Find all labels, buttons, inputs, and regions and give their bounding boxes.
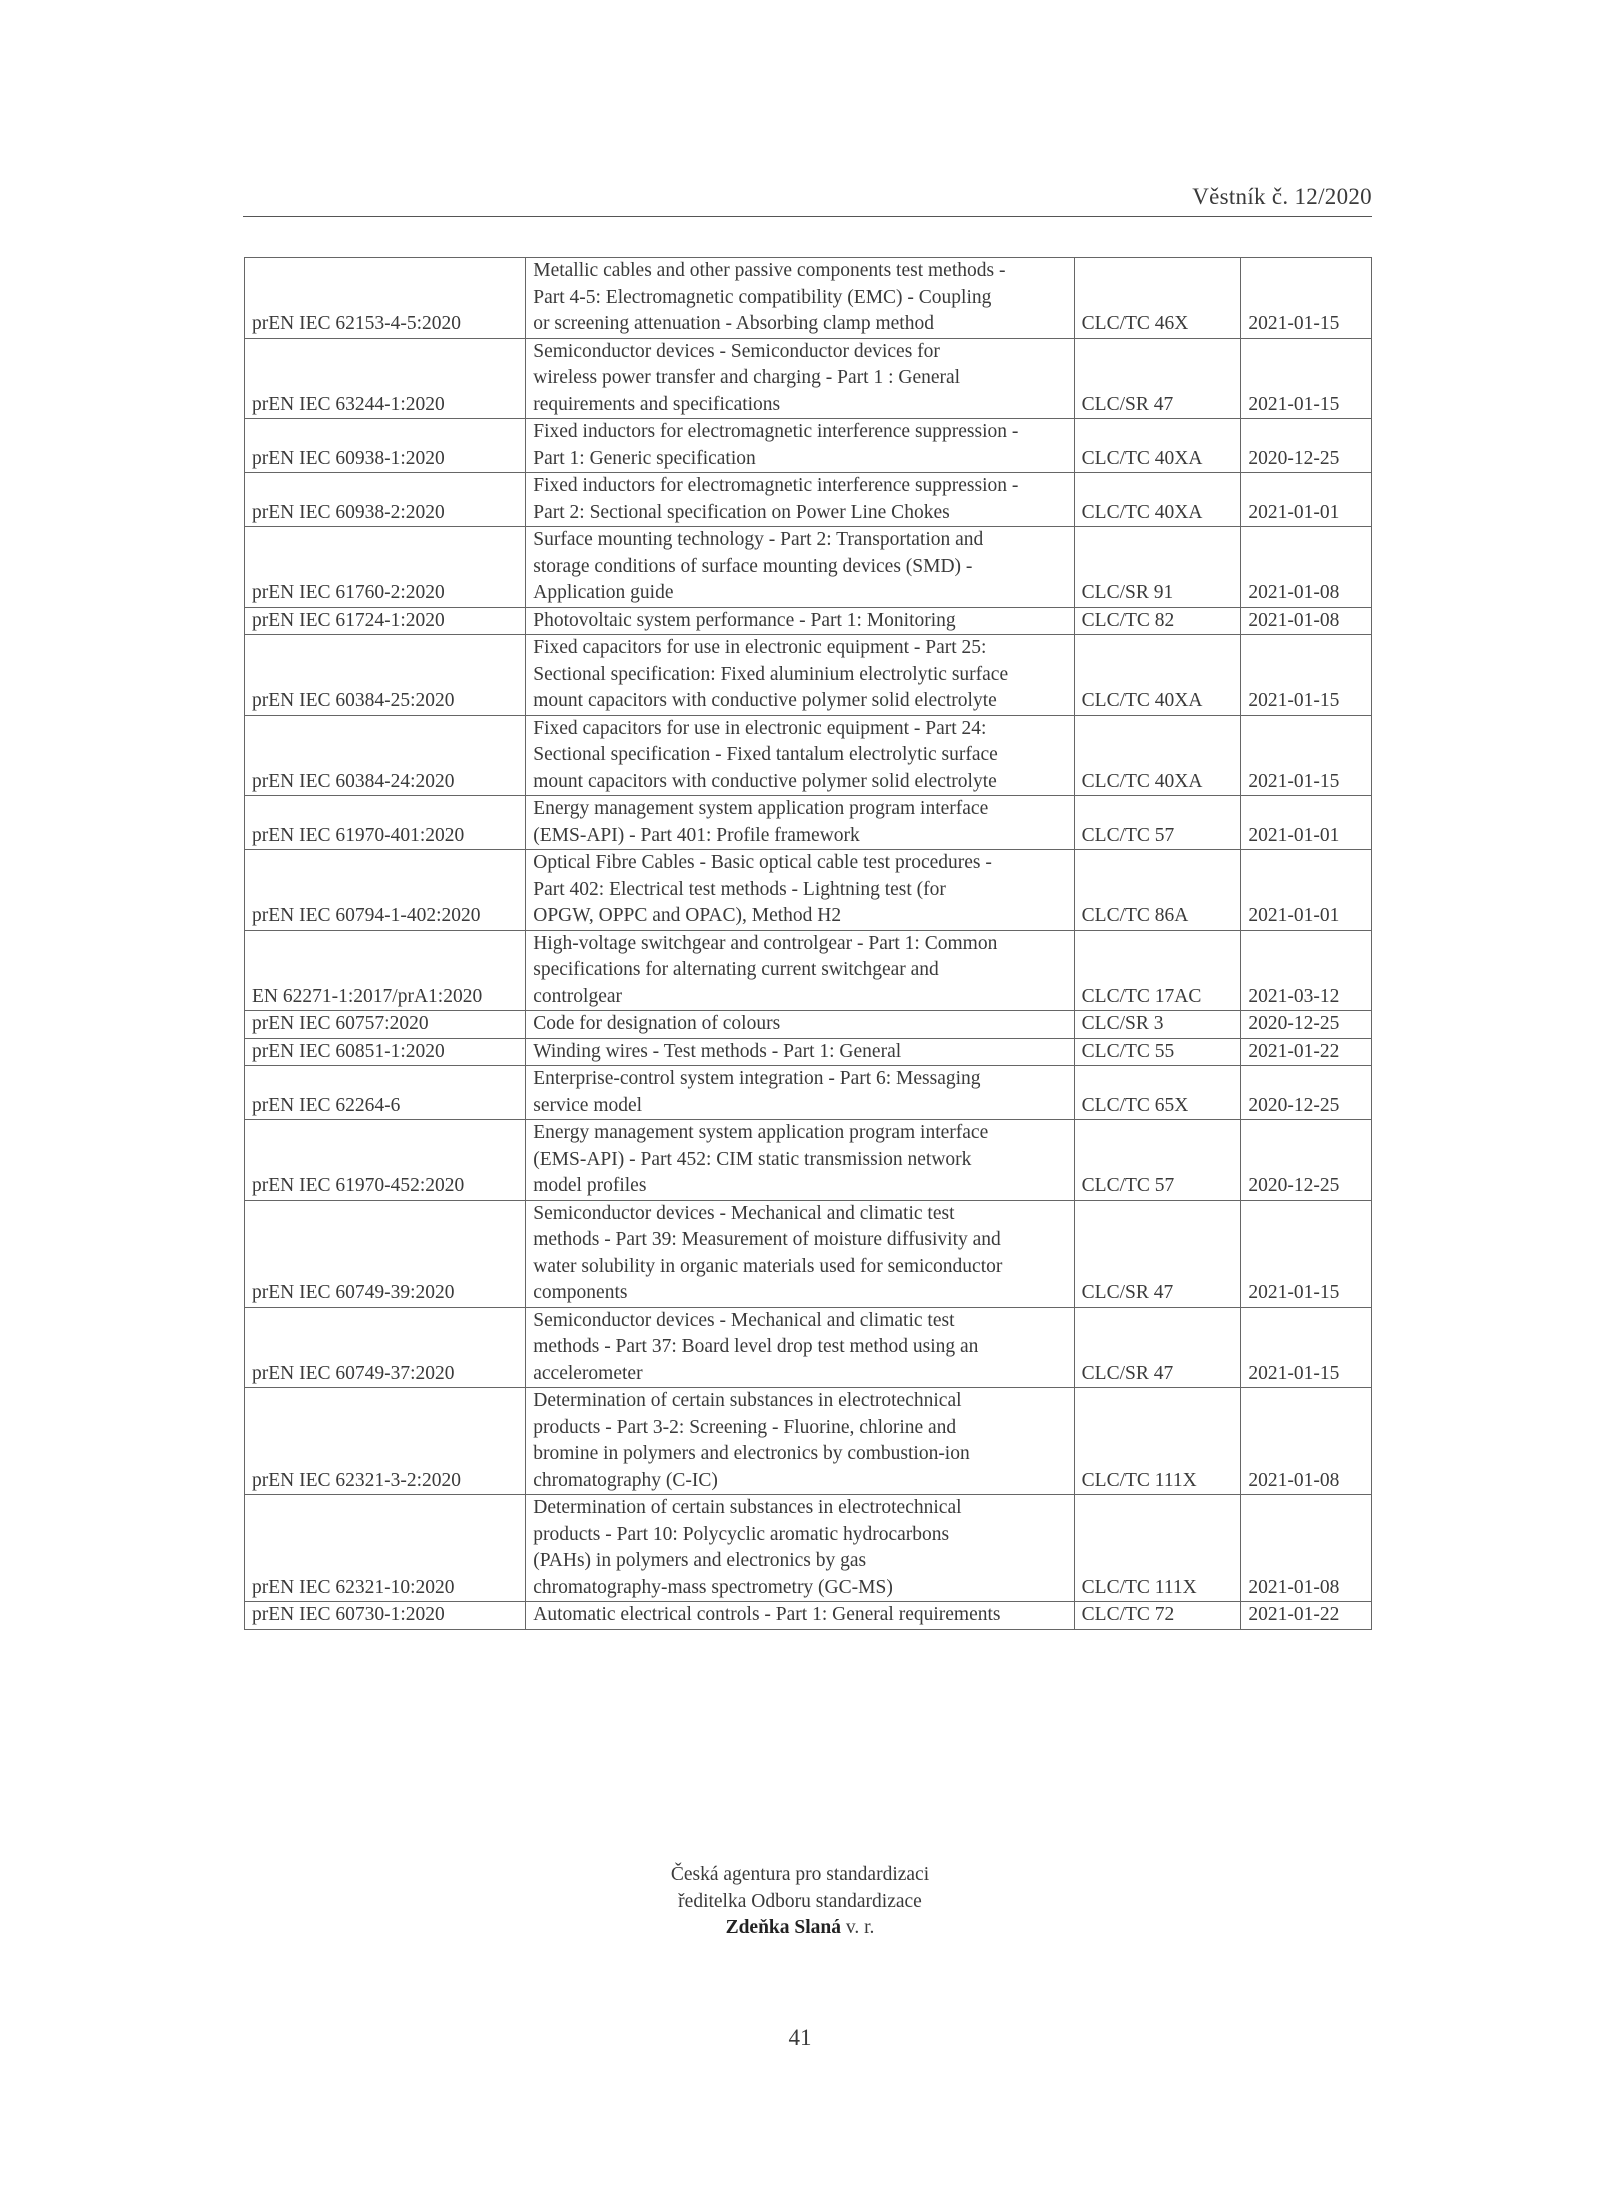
deadline-date-cell: 2020-12-25 <box>1241 419 1372 473</box>
title-line: Fixed inductors for electromagnetic interference suppression - <box>533 475 1019 496</box>
deadline-date-cell: 2021-01-01 <box>1241 473 1372 527</box>
table-row <box>245 473 1372 527</box>
deadline-date-cell: 2021-01-01 <box>1241 850 1372 931</box>
deadline-date-cell: 2021-01-15 <box>1241 635 1372 716</box>
deadline-date-cell: 2020-12-25 <box>1241 1011 1372 1039</box>
standard-title-cell <box>526 930 1074 1011</box>
deadline-date-cell: 2021-01-08 <box>1241 607 1372 635</box>
committee-cell: CLC/TC 111X <box>1074 1495 1241 1602</box>
bulletin-title: Věstník č. 12/2020 <box>1192 184 1372 209</box>
title-line: Semiconductor devices - Mechanical and climatic test <box>533 1309 955 1331</box>
table-row <box>245 419 1372 473</box>
committee-cell: CLC/TC 46X <box>1074 258 1241 339</box>
standard-code-cell: prEN IEC 61760-2:2020 <box>245 527 526 608</box>
deadline-date-cell: 2021-01-15 <box>1241 1200 1372 1307</box>
title-line: Determination of certain substances in electrotechnical <box>533 1390 962 1411</box>
title-line: Enterprise-control system integration - Part 6: Messaging <box>533 1068 981 1089</box>
title-line: specifications for alternating current switchgear and <box>533 959 939 980</box>
title-line: requirements and specifications <box>533 393 781 415</box>
title-line: (EMS-API) - Part 452: CIM static transmission network <box>533 1148 972 1170</box>
signatory-line <box>0 1915 1600 1942</box>
committee-cell: CLC/TC 40XA <box>1074 635 1241 716</box>
standard-title-cell <box>526 258 1074 339</box>
table-row <box>245 607 1372 635</box>
title-line: High-voltage switchgear and controlgear - Part 1: Common <box>533 932 998 954</box>
committee-cell: CLC/TC 40XA <box>1074 419 1241 473</box>
standard-title-cell <box>526 715 1074 796</box>
standard-title-cell <box>526 473 1074 527</box>
deadline-date-cell: 2020-12-25 <box>1241 1120 1372 1201</box>
title-line: Fixed capacitors for use in electronic equipment - Part 25: <box>533 637 987 658</box>
table-row <box>245 1038 1372 1066</box>
title-line: controlgear <box>533 985 623 1007</box>
committee-cell: CLC/TC 55 <box>1074 1038 1241 1066</box>
committee-cell: CLC/TC 82 <box>1074 607 1241 635</box>
table-row <box>245 1307 1372 1388</box>
deadline-date-cell: 2021-01-01 <box>1241 796 1372 850</box>
standard-code-cell: prEN IEC 60938-2:2020 <box>245 473 526 527</box>
table-row <box>245 1602 1372 1630</box>
standard-title-cell <box>526 1120 1074 1201</box>
title-line: Semiconductor devices - Mechanical and climatic test <box>533 1202 955 1224</box>
title-line: (EMS-API) - Part 401: Profile framework <box>533 824 860 846</box>
standard-code-cell: prEN IEC 60794-1-402:2020 <box>245 850 526 931</box>
title-line: Semiconductor devices - Semiconductor devices for <box>533 340 940 362</box>
title-line: Optical Fibre Cables - Basic optical cable test procedures - <box>533 852 992 873</box>
title-line: (PAHs) in polymers and electronics by gas <box>533 1550 867 1571</box>
title-line: Application guide <box>533 582 674 603</box>
table-row <box>245 1066 1372 1120</box>
deadline-date-cell: 2021-01-08 <box>1241 527 1372 608</box>
title-line: chromatography (C-IC) <box>533 1469 718 1491</box>
agency-name: Česká agentura pro standardizaci <box>670 1864 930 1885</box>
table-row <box>245 1200 1372 1307</box>
standard-code-cell: prEN IEC 61970-401:2020 <box>245 796 526 850</box>
committee-cell: CLC/TC 65X <box>1074 1066 1241 1120</box>
committee-cell: CLC/TC 17AC <box>1074 930 1241 1011</box>
title-line: products - Part 10: Polycyclic aromatic hydrocarbons <box>533 1523 950 1545</box>
deadline-date-cell: 2020-12-25 <box>1241 1066 1372 1120</box>
deadline-date-cell: 2021-01-15 <box>1241 338 1372 419</box>
standard-code-cell: prEN IEC 61970-452:2020 <box>245 1120 526 1201</box>
title-line: Fixed capacitors for use in electronic equipment - Part 24: <box>533 717 987 739</box>
standard-code-cell: prEN IEC 62264-6 <box>245 1066 526 1120</box>
standard-title-cell <box>526 1388 1074 1495</box>
table-row <box>245 850 1372 931</box>
table-row <box>245 715 1372 796</box>
standard-code-cell: prEN IEC 60730-1:2020 <box>245 1602 526 1630</box>
title-line: accelerometer <box>533 1362 643 1384</box>
standard-title-cell <box>526 1066 1074 1120</box>
title-line: Sectional specification - Fixed tantalum electrolytic surface <box>533 744 998 765</box>
committee-cell: CLC/SR 3 <box>1074 1011 1241 1039</box>
table-row <box>245 930 1372 1011</box>
title-line: storage conditions of surface mounting devices (SMD) - <box>533 555 973 577</box>
standard-code-cell: prEN IEC 63244-1:2020 <box>245 338 526 419</box>
committee-cell: CLC/SR 91 <box>1074 527 1241 608</box>
title-line: wireless power transfer and charging - Part 1 : General <box>533 367 961 388</box>
committee-cell: CLC/TC 40XA <box>1074 715 1241 796</box>
title-line: Automatic electrical controls - Part 1: General requirements <box>533 1604 1001 1625</box>
standards-table <box>244 257 1372 1630</box>
standard-title-cell <box>526 419 1074 473</box>
table-row <box>245 258 1372 339</box>
deadline-date-cell: 2021-01-22 <box>1241 1602 1372 1630</box>
committee-cell: CLC/TC 57 <box>1074 1120 1241 1201</box>
title-line: Energy management system application program interface <box>533 1122 989 1143</box>
committee-cell: CLC/TC 40XA <box>1074 473 1241 527</box>
title-line: Photovoltaic system performance - Part 1: Monitoring <box>533 609 956 631</box>
title-line: Surface mounting technology - Part 2: Transportation and <box>533 529 984 550</box>
table-row <box>245 796 1372 850</box>
committee-cell: CLC/TC 72 <box>1074 1602 1241 1630</box>
standard-title-cell <box>526 1495 1074 1602</box>
signatory-name: Zdeňka Slaná <box>725 1917 842 1938</box>
standard-code-cell: prEN IEC 62321-3-2:2020 <box>245 1388 526 1495</box>
deadline-date-cell: 2021-01-08 <box>1241 1495 1372 1602</box>
committee-cell: CLC/SR 47 <box>1074 1200 1241 1307</box>
page-number: 41 <box>788 2025 812 2050</box>
title-line: mount capacitors with conductive polymer solid electrolyte <box>533 770 997 792</box>
standard-code-cell: prEN IEC 60851-1:2020 <box>245 1038 526 1066</box>
title-line: Part 1: Generic specification <box>533 447 756 469</box>
deadline-date-cell: 2021-01-15 <box>1241 258 1372 339</box>
committee-cell: CLC/TC 86A <box>1074 850 1241 931</box>
title-line: Determination of certain substances in electrotechnical <box>533 1497 962 1518</box>
title-line: Part 4-5: Electromagnetic compatibility (EMC) - Coupling <box>533 286 992 308</box>
standard-code-cell: prEN IEC 62321-10:2020 <box>245 1495 526 1602</box>
signatory-position: ředitelka Odboru standardizace <box>678 1890 922 1912</box>
standard-title-cell <box>526 1602 1074 1630</box>
deadline-date-cell: 2021-01-08 <box>1241 1388 1372 1495</box>
table-row <box>245 635 1372 716</box>
title-line: or screening attenuation - Absorbing clamp method <box>533 313 934 334</box>
standard-code-cell: prEN IEC 60749-37:2020 <box>245 1307 526 1388</box>
title-line: Code for designation of colours <box>533 1013 781 1034</box>
standard-code-cell: EN 62271-1:2017/prA1:2020 <box>245 930 526 1011</box>
deadline-date-cell: 2021-01-15 <box>1241 1307 1372 1388</box>
standard-code-cell: prEN IEC 61724-1:2020 <box>245 607 526 635</box>
table-row <box>245 338 1372 419</box>
deadline-date-cell: 2021-03-12 <box>1241 930 1372 1011</box>
title-line: methods - Part 39: Measurement of moisture diffusivity and <box>533 1229 1001 1250</box>
title-line: Metallic cables and other passive components test methods - <box>533 260 1006 281</box>
title-line: water solubility in organic materials used for semiconductor <box>533 1255 1003 1277</box>
standard-code-cell: prEN IEC 60384-25:2020 <box>245 635 526 716</box>
standard-title-cell <box>526 607 1074 635</box>
table-row <box>245 1011 1372 1039</box>
standard-title-cell <box>526 527 1074 608</box>
standard-title-cell <box>526 1200 1074 1307</box>
title-line: Winding wires - Test methods - Part 1: General <box>533 1040 902 1062</box>
standard-title-cell <box>526 796 1074 850</box>
signatory-suffix: v. r. <box>845 1917 875 1938</box>
committee-cell: CLC/SR 47 <box>1074 338 1241 419</box>
title-line: products - Part 3-2: Screening - Fluorine, chlorine and <box>533 1416 957 1438</box>
standard-title-cell <box>526 338 1074 419</box>
deadline-date-cell: 2021-01-15 <box>1241 715 1372 796</box>
title-line: service model <box>533 1094 643 1116</box>
title-line: Energy management system application program interface <box>533 798 989 819</box>
title-line: components <box>533 1282 628 1303</box>
standards-table-body <box>245 258 1372 1630</box>
standard-title-cell <box>526 1038 1074 1066</box>
title-line: methods - Part 37: Board level drop test method using an <box>533 1336 979 1357</box>
deadline-date-cell: 2021-01-22 <box>1241 1038 1372 1066</box>
signature-block <box>0 1862 1600 1942</box>
title-line: Part 402: Electrical test methods - Lightning test (for <box>533 878 946 900</box>
committee-cell: CLC/SR 47 <box>1074 1307 1241 1388</box>
committee-cell: CLC/TC 57 <box>1074 796 1241 850</box>
standard-title-cell <box>526 1011 1074 1039</box>
standard-code-cell: prEN IEC 62153-4-5:2020 <box>245 258 526 339</box>
committee-cell: CLC/TC 111X <box>1074 1388 1241 1495</box>
standard-code-cell: prEN IEC 60384-24:2020 <box>245 715 526 796</box>
standard-code-cell: prEN IEC 60749-39:2020 <box>245 1200 526 1307</box>
title-line: model profiles <box>533 1175 647 1196</box>
title-line: bromine in polymers and electronics by combustion-ion <box>533 1443 970 1464</box>
page-header <box>243 184 1372 217</box>
standard-title-cell <box>526 1307 1074 1388</box>
title-line: Fixed inductors for electromagnetic interference suppression - <box>533 421 1019 442</box>
title-line: Part 2: Sectional specification on Power Line Chokes <box>533 501 950 523</box>
standard-code-cell: prEN IEC 60757:2020 <box>245 1011 526 1039</box>
title-line: OPGW, OPPC and OPAC), Method H2 <box>533 905 842 926</box>
standard-code-cell: prEN IEC 60938-1:2020 <box>245 419 526 473</box>
table-row <box>245 1120 1372 1201</box>
table-row <box>245 1388 1372 1495</box>
title-line: chromatography-mass spectrometry (GC-MS) <box>533 1576 893 1598</box>
standard-title-cell <box>526 850 1074 931</box>
table-row <box>245 1495 1372 1602</box>
title-line: mount capacitors with conductive polymer solid electrolyte <box>533 690 997 711</box>
table-row <box>245 527 1372 608</box>
standard-title-cell <box>526 635 1074 716</box>
title-line: Sectional specification: Fixed aluminium electrolytic surface <box>533 663 1009 685</box>
